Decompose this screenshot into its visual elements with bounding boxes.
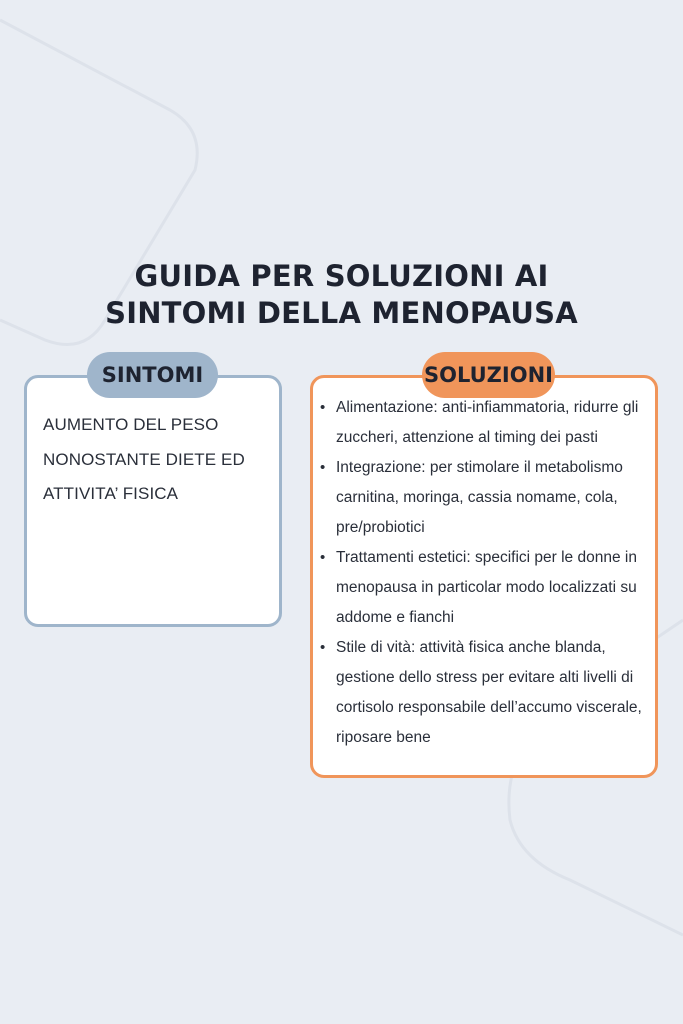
- bullet-icon: •: [320, 399, 326, 416]
- solution-item-supplements: [318, 453, 644, 543]
- title-line-2: SINTOMI DELLA MENOPAUSA: [105, 296, 578, 330]
- solution-text: Alimentazione: anti-infiammatoria, ridurre gli zuccheri, attenzione al timing dei pasti: [336, 399, 639, 446]
- solutions-heading-pill: SOLUZIONI: [422, 352, 555, 398]
- solution-text: Stile di vità: attività fisica anche blanda, gestione dello stress per evitare alti livelli di cortisolo responsabile dell’accumo viscerale, riposare bene: [336, 639, 642, 746]
- bullet-icon: •: [320, 549, 326, 566]
- title-line-1: GUIDA PER SOLUZIONI AI: [134, 259, 549, 293]
- solution-item-diet: [318, 393, 644, 453]
- solutions-list: [318, 393, 644, 775]
- solution-text: Integrazione: per stimolare il metabolismo carnitina, moringa, cassia nomame, cola, pre/probiotici: [336, 459, 623, 536]
- solution-item-lifestyle: [318, 633, 644, 753]
- solution-text: Trattamenti estetici: specifici per le donne in menopausa in particolar modo localizzati su addome e fianchi: [336, 549, 637, 626]
- symptoms-heading-pill: SINTOMI: [87, 352, 218, 398]
- solution-item-treatments: [318, 543, 644, 633]
- bullet-icon: •: [320, 459, 326, 476]
- page-title: [0, 258, 683, 332]
- symptom-description: AUMENTO DEL PESO NONOSTANTE DIETE ED ATTIVITA’ FISICA: [43, 415, 245, 503]
- bullet-icon: •: [320, 639, 326, 656]
